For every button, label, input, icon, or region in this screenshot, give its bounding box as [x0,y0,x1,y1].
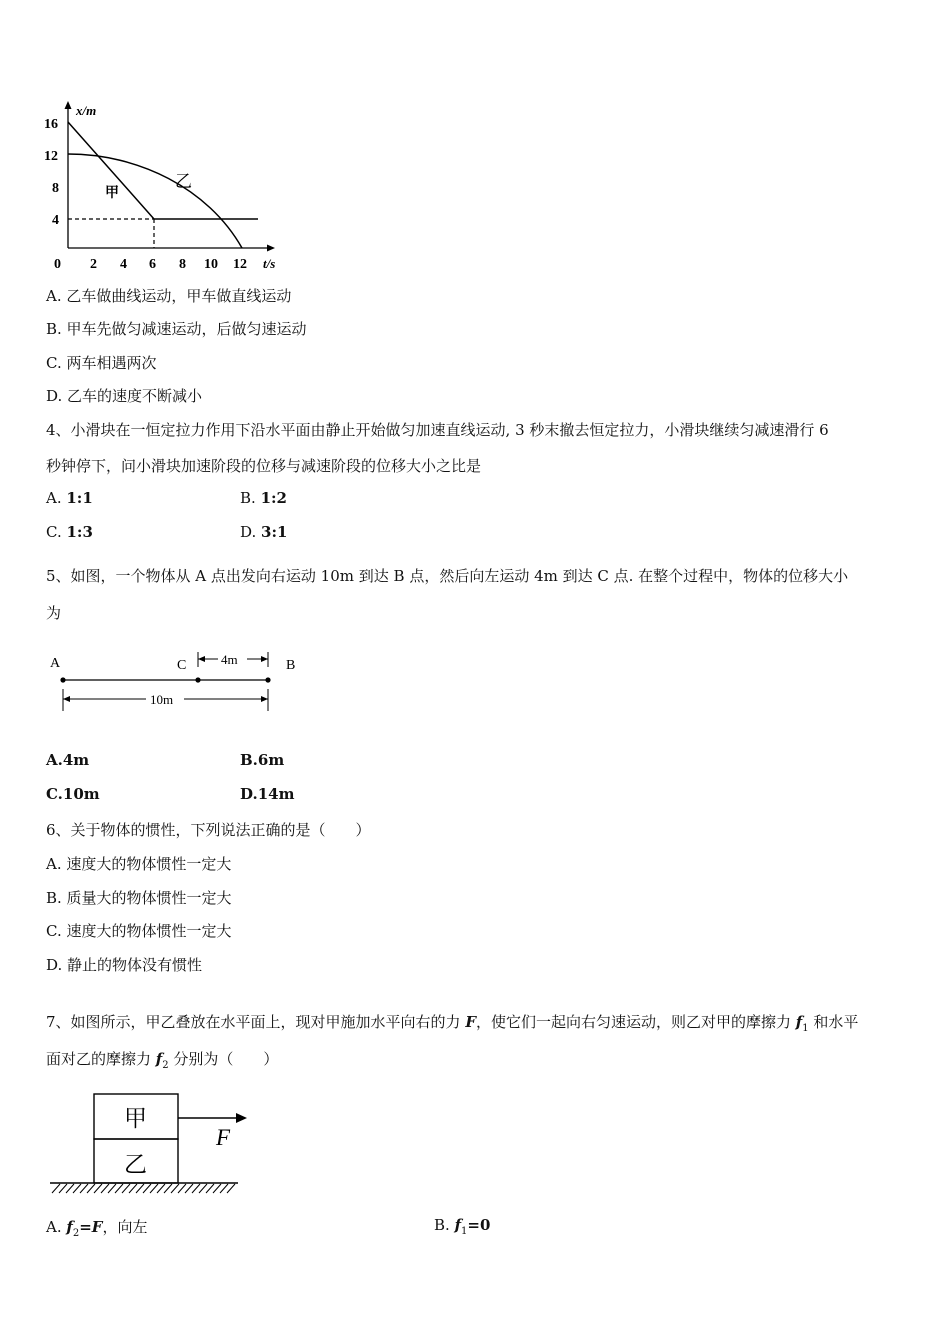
x-tick-2: 2 [90,257,97,272]
q4-option-d-value: 3:1 [261,523,288,541]
jia-line [68,122,258,219]
q5-stem-line1: 5、如图，一个物体从 A 点出发向右运动 10m 到达 B 点，然后向左运动 4m 到达 C 点. 在整个过程中，物体的位移大小 [46,567,849,585]
q3-option-a: A. 乙车做曲线运动，甲车做直线运动 [46,287,292,305]
q6-option-d: D. 静止的物体没有惯性 [46,956,203,974]
y-tick-16: 16 [44,117,58,132]
x-tick-0: 0 [54,257,61,272]
q7-line2-part-a: 面对乙的摩擦力 [46,1050,156,1068]
q6-stem: 6、关于物体的惯性，下列说法正确的是（ ） [46,821,371,839]
x-tick-8: 8 [179,257,186,272]
y-axis-arrow [65,101,72,109]
force-label: F [216,1125,231,1150]
q4-option-d-letter: D. [240,523,262,541]
cb-dim-label: 4m [221,652,238,667]
q7-option-b-rest: =0 [467,1216,491,1234]
point-b-label: B [286,658,296,673]
x-tick-12: 12 [233,257,247,272]
q6-option-c: C. 速度大的物体惯性一定大 [46,922,232,940]
ab-dim-label: 10m [150,692,174,707]
q7-line1-part-b: ，使它们一起向右匀速运动，则乙对甲的摩擦力 [475,1013,796,1031]
q7-option-b [434,1216,490,1237]
q7-option-a [46,1216,147,1239]
q7-stem-line1 [46,1011,858,1034]
q3-option-b: B. 甲车先做匀减速运动，后做匀速运动 [46,320,307,338]
q6-option-a: A. 速度大的物体惯性一定大 [46,855,232,873]
q7-option-a-rest: ，向左 [102,1218,148,1236]
q7-option-a-f: f [66,1218,73,1236]
y-axis-label: x/m [76,103,97,118]
q4-option-b-letter: B. [240,489,261,507]
q7-option-a-force: F [91,1218,103,1236]
q7-option-b-sub: 1 [461,1226,468,1237]
point-a-dot [60,677,65,682]
label-yi: 乙 [175,172,192,191]
q4-stem-line1: 4、小滑块在一恒定拉力作用下沿水平面由静止开始做匀加速直线运动, 3 秒末撤去恒定拉力，小滑块继续匀减速滑行 6 [46,421,829,439]
q3-option-c: C. 两车相遇两次 [46,354,157,372]
block-yi-label: 乙 [124,1152,147,1177]
x-axis-label: t/s [263,256,276,271]
q7-line1-friction: f [795,1013,803,1031]
q5-option-b: B.6m [240,751,285,769]
q6-option-b: B. 质量大的物体惯性一定大 [46,889,232,907]
q3-option-d: D. 乙车的速度不断减小 [46,387,203,405]
block-jia-label: 甲 [124,1106,147,1131]
q4-option-d [240,523,287,541]
q7-option-b-f: f [454,1216,462,1234]
point-b-dot [265,677,270,682]
cb-arrow-right [261,656,268,662]
q4-stem-line2: 秒钟停下，问小滑块加速阶段的位移与减速阶段的位移大小之比是 [46,457,482,475]
q7-line2-part-b: 分别为（ ） [168,1050,279,1068]
q7-line2-friction-sub: 2 [162,1060,169,1071]
q4-option-b [240,489,287,507]
q7-option-b-letter: B. [434,1216,455,1234]
point-c-label: C [177,658,187,673]
ground-hatching [52,1184,235,1193]
y-tick-12: 12 [44,149,58,164]
point-c-dot [195,677,200,682]
xt-graph [38,98,298,278]
q5-option-d: D.14m [240,785,295,803]
q4-option-b-value: 1:2 [260,489,287,507]
q4-option-c-letter: C. [46,523,67,541]
yi-curve [68,154,242,248]
force-arrow-head [236,1113,247,1123]
point-a-label: A [50,656,61,671]
q7-diagram [44,1088,254,1200]
cb-arrow-left [198,656,205,662]
q4-option-a [46,489,93,507]
x-tick-4: 4 [120,257,127,272]
q7-option-a-letter: A. [46,1218,67,1236]
q5-diagram [44,645,306,717]
y-tick-4: 4 [52,213,59,228]
q7-option-a-eq: = [79,1218,92,1236]
q7-line1-part-a: 7、如图所示，甲乙叠放在水平面上，现对甲施加水平向右的力 [46,1013,466,1031]
y-tick-8: 8 [52,181,59,196]
q5-option-c: C.10m [46,785,100,803]
q5-option-a: A.4m [46,751,90,769]
x-tick-10: 10 [204,257,218,272]
q4-option-a-value: 1:1 [66,489,93,507]
q7-option-a-sub: 2 [72,1228,80,1239]
q7-line1-force: F [465,1013,476,1031]
q4-option-c-value: 1:3 [66,523,93,541]
q4-option-c [46,523,93,541]
x-axis-arrow [267,245,275,252]
q5-stem-line2: 为 [46,604,62,622]
ab-arrow-right [261,696,268,702]
q7-line1-friction-sub: 1 [802,1023,809,1034]
q7-line2-friction: f [155,1050,163,1068]
label-jia: 甲 [105,186,119,201]
ab-arrow-left [63,696,70,702]
q7-stem-line2 [46,1048,278,1071]
q7-line1-part-c: 和水平 [808,1013,859,1031]
x-tick-6: 6 [149,257,156,272]
q4-option-a-letter: A. [46,489,67,507]
